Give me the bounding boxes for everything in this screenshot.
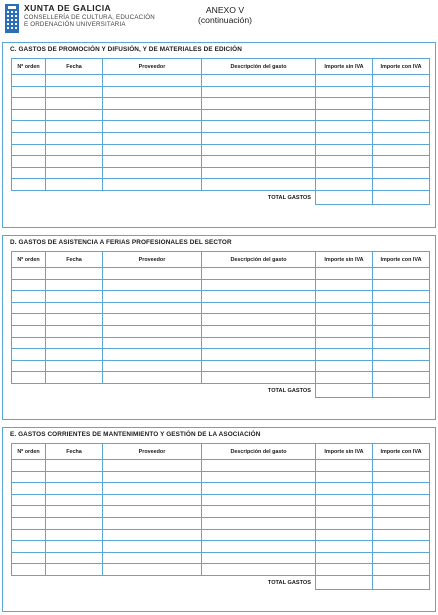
cell-order[interactable] <box>12 360 46 372</box>
cell-date[interactable] <box>46 552 103 564</box>
cell-amount-without-vat[interactable] <box>316 552 373 564</box>
cell-amount-with-vat[interactable] <box>373 529 430 541</box>
column-header-amount-without-vat: Importe sin IVA <box>316 444 373 460</box>
table-row <box>12 279 430 291</box>
cell-description[interactable] <box>202 144 316 156</box>
cell-description[interactable] <box>202 372 316 384</box>
cell-amount-without-vat[interactable] <box>316 132 373 144</box>
cell-amount-without-vat[interactable] <box>316 144 373 156</box>
cell-provider[interactable] <box>103 360 202 372</box>
cell-provider[interactable] <box>103 471 202 483</box>
cell-amount-with-vat[interactable] <box>373 552 430 564</box>
expense-table <box>11 443 430 590</box>
table-row <box>12 564 430 576</box>
cell-amount-with-vat[interactable] <box>373 109 430 121</box>
cell-description[interactable] <box>202 167 316 179</box>
cell-amount-with-vat[interactable] <box>373 179 430 191</box>
cell-date[interactable] <box>46 302 103 314</box>
cell-amount-with-vat[interactable] <box>373 483 430 495</box>
cell-amount-with-vat[interactable] <box>373 98 430 110</box>
table-row <box>12 552 430 564</box>
total-amount-with-vat[interactable] <box>373 575 430 589</box>
cell-description[interactable] <box>202 132 316 144</box>
cell-description[interactable] <box>202 349 316 361</box>
table-row <box>12 483 430 495</box>
cell-amount-without-vat[interactable] <box>316 517 373 529</box>
total-amount-with-vat[interactable] <box>373 383 430 397</box>
cell-amount-with-vat[interactable] <box>373 121 430 133</box>
cell-provider[interactable] <box>103 337 202 349</box>
table-row <box>12 156 430 168</box>
cell-provider[interactable] <box>103 279 202 291</box>
table-row <box>12 109 430 121</box>
cell-description[interactable] <box>202 483 316 495</box>
cell-amount-with-vat[interactable] <box>373 167 430 179</box>
table-row <box>12 98 430 110</box>
cell-provider[interactable] <box>103 506 202 518</box>
cell-amount-with-vat[interactable] <box>373 144 430 156</box>
cell-amount-without-vat[interactable] <box>316 268 373 280</box>
cell-description[interactable] <box>202 291 316 303</box>
cell-provider[interactable] <box>103 325 202 337</box>
total-label: TOTAL GASTOS <box>267 387 311 394</box>
cell-description[interactable] <box>202 337 316 349</box>
cell-amount-without-vat[interactable] <box>316 541 373 553</box>
table-row <box>12 132 430 144</box>
cell-order[interactable] <box>12 483 46 495</box>
column-header-provider: Proveedor <box>103 252 202 268</box>
column-header-provider: Proveedor <box>103 444 202 460</box>
cell-amount-with-vat[interactable] <box>373 372 430 384</box>
total-amount-without-vat[interactable] <box>316 190 373 204</box>
cell-description[interactable] <box>202 86 316 98</box>
expense-table <box>11 251 430 398</box>
table-row <box>12 291 430 303</box>
table-row <box>12 144 430 156</box>
column-header-order: Nº orden <box>12 252 46 268</box>
cell-order[interactable] <box>12 314 46 326</box>
column-header-description: Descripción del gasto <box>202 252 316 268</box>
cell-date[interactable] <box>46 471 103 483</box>
cell-date[interactable] <box>46 349 103 361</box>
cell-description[interactable] <box>202 529 316 541</box>
table-row <box>12 75 430 87</box>
table-row <box>12 167 430 179</box>
cell-description[interactable] <box>202 98 316 110</box>
cell-amount-without-vat[interactable] <box>316 279 373 291</box>
cell-date[interactable] <box>46 156 103 168</box>
cell-description[interactable] <box>202 314 316 326</box>
cell-description[interactable] <box>202 564 316 576</box>
cell-description[interactable] <box>202 494 316 506</box>
annex-heading <box>190 5 260 25</box>
cell-description[interactable] <box>202 268 316 280</box>
table-row <box>12 517 430 529</box>
cell-order[interactable] <box>12 349 46 361</box>
cell-date[interactable] <box>46 75 103 87</box>
column-header-date: Fecha <box>46 59 103 75</box>
cell-date[interactable] <box>46 291 103 303</box>
cell-amount-with-vat[interactable] <box>373 517 430 529</box>
cell-amount-without-vat[interactable] <box>316 75 373 87</box>
column-header-description: Descripción del gasto <box>202 444 316 460</box>
cell-provider[interactable] <box>103 179 202 191</box>
cell-provider[interactable] <box>103 75 202 87</box>
total-label: TOTAL GASTOS <box>267 194 311 201</box>
cell-amount-without-vat[interactable] <box>316 506 373 518</box>
column-header-date: Fecha <box>46 444 103 460</box>
cell-order[interactable] <box>12 156 46 168</box>
cell-date[interactable] <box>46 460 103 472</box>
cell-date[interactable] <box>46 144 103 156</box>
cell-amount-without-vat[interactable] <box>316 302 373 314</box>
column-header-amount-with-vat: Importe con IVA <box>373 444 430 460</box>
cell-provider[interactable] <box>103 460 202 472</box>
cell-provider[interactable] <box>103 156 202 168</box>
cell-order[interactable] <box>12 132 46 144</box>
table-row <box>12 372 430 384</box>
cell-order[interactable] <box>12 564 46 576</box>
cell-provider[interactable] <box>103 302 202 314</box>
table-row <box>12 337 430 349</box>
column-header-amount-without-vat: Importe sin IVA <box>316 252 373 268</box>
cell-provider[interactable] <box>103 144 202 156</box>
table-header-row <box>12 444 430 460</box>
cell-order[interactable] <box>12 517 46 529</box>
table-row <box>12 86 430 98</box>
cell-provider[interactable] <box>103 372 202 384</box>
cell-order[interactable] <box>12 268 46 280</box>
cell-amount-without-vat[interactable] <box>316 98 373 110</box>
cell-amount-with-vat[interactable] <box>373 291 430 303</box>
page-header <box>0 0 438 42</box>
cell-date[interactable] <box>46 541 103 553</box>
cell-amount-without-vat[interactable] <box>316 121 373 133</box>
total-amount-without-vat[interactable] <box>316 383 373 397</box>
cell-order[interactable] <box>12 552 46 564</box>
cell-amount-with-vat[interactable] <box>373 325 430 337</box>
table-header-row <box>12 252 430 268</box>
cell-provider[interactable] <box>103 483 202 495</box>
cell-order[interactable] <box>12 506 46 518</box>
cell-provider[interactable] <box>103 529 202 541</box>
cell-description[interactable] <box>202 75 316 87</box>
cell-amount-without-vat[interactable] <box>316 349 373 361</box>
cell-order[interactable] <box>12 494 46 506</box>
cell-amount-without-vat[interactable] <box>316 337 373 349</box>
cell-amount-with-vat[interactable] <box>373 494 430 506</box>
cell-amount-without-vat[interactable] <box>316 360 373 372</box>
cell-order[interactable] <box>12 109 46 121</box>
cell-order[interactable] <box>12 529 46 541</box>
table-row <box>12 268 430 280</box>
cell-description[interactable] <box>202 121 316 133</box>
cell-amount-without-vat[interactable] <box>316 325 373 337</box>
cell-description[interactable] <box>202 109 316 121</box>
xunta-coat-of-arms-icon <box>5 4 19 33</box>
cell-date[interactable] <box>46 132 103 144</box>
cell-amount-with-vat[interactable] <box>373 541 430 553</box>
cell-provider[interactable] <box>103 98 202 110</box>
cell-amount-without-vat[interactable] <box>316 179 373 191</box>
cell-order[interactable] <box>12 337 46 349</box>
cell-amount-without-vat[interactable] <box>316 372 373 384</box>
cell-date[interactable] <box>46 109 103 121</box>
cell-description[interactable] <box>202 179 316 191</box>
cell-date[interactable] <box>46 179 103 191</box>
cell-description[interactable] <box>202 471 316 483</box>
cell-description[interactable] <box>202 325 316 337</box>
cell-amount-with-vat[interactable] <box>373 314 430 326</box>
total-row <box>12 575 430 589</box>
cell-provider[interactable] <box>103 564 202 576</box>
cell-date[interactable] <box>46 314 103 326</box>
cell-amount-without-vat[interactable] <box>316 483 373 495</box>
cell-amount-with-vat[interactable] <box>373 349 430 361</box>
column-header-order: Nº orden <box>12 444 46 460</box>
cell-date[interactable] <box>46 268 103 280</box>
cell-amount-without-vat[interactable] <box>316 314 373 326</box>
column-header-amount-with-vat: Importe con IVA <box>373 252 430 268</box>
cell-date[interactable] <box>46 325 103 337</box>
annex-subtitle: (continuación) <box>198 15 252 25</box>
cell-order[interactable] <box>12 86 46 98</box>
cell-provider[interactable] <box>103 494 202 506</box>
cell-provider[interactable] <box>103 349 202 361</box>
table-row <box>12 302 430 314</box>
section-c <box>2 42 436 228</box>
cell-date[interactable] <box>46 564 103 576</box>
cell-date[interactable] <box>46 279 103 291</box>
cell-order[interactable] <box>12 372 46 384</box>
cell-amount-without-vat[interactable] <box>316 471 373 483</box>
cell-order[interactable] <box>12 279 46 291</box>
table-row <box>12 506 430 518</box>
table-row <box>12 494 430 506</box>
department-line-1: CONSELLERÍA DE CULTURA, EDUCACIÓN <box>24 13 155 21</box>
column-header-amount-without-vat: Importe sin IVA <box>316 59 373 75</box>
cell-order[interactable] <box>12 541 46 553</box>
cell-amount-without-vat[interactable] <box>316 86 373 98</box>
table-header-row <box>12 59 430 75</box>
cell-amount-with-vat[interactable] <box>373 86 430 98</box>
table-row <box>12 349 430 361</box>
cell-amount-with-vat[interactable] <box>373 156 430 168</box>
column-header-description: Descripción del gasto <box>202 59 316 75</box>
section-e <box>2 427 436 612</box>
cell-amount-with-vat[interactable] <box>373 564 430 576</box>
cell-description[interactable] <box>202 460 316 472</box>
section-d <box>2 235 436 420</box>
cell-amount-without-vat[interactable] <box>316 291 373 303</box>
cell-description[interactable] <box>202 302 316 314</box>
cell-date[interactable] <box>46 167 103 179</box>
total-label: TOTAL GASTOS <box>267 579 311 586</box>
column-header-provider: Proveedor <box>103 59 202 75</box>
cell-amount-with-vat[interactable] <box>373 302 430 314</box>
cell-provider[interactable] <box>103 541 202 553</box>
cell-description[interactable] <box>202 552 316 564</box>
table-row <box>12 325 430 337</box>
cell-amount-without-vat[interactable] <box>316 494 373 506</box>
annex-title: ANEXO V <box>205 5 245 15</box>
cell-date[interactable] <box>46 506 103 518</box>
cell-date[interactable] <box>46 360 103 372</box>
cell-order[interactable] <box>12 144 46 156</box>
cell-description[interactable] <box>202 279 316 291</box>
cell-amount-with-vat[interactable] <box>373 337 430 349</box>
cell-amount-with-vat[interactable] <box>373 506 430 518</box>
cell-provider[interactable] <box>103 314 202 326</box>
column-header-date: Fecha <box>46 252 103 268</box>
cell-date[interactable] <box>46 517 103 529</box>
cell-date[interactable] <box>46 98 103 110</box>
cell-provider[interactable] <box>103 517 202 529</box>
department-line-2: E ORDENACIÓN UNIVERSITARIA <box>24 20 126 28</box>
column-header-amount-with-vat: Importe con IVA <box>373 59 430 75</box>
table-row <box>12 541 430 553</box>
cell-date[interactable] <box>46 483 103 495</box>
cell-amount-with-vat[interactable] <box>373 268 430 280</box>
section-title: D. GASTOS DE ASISTENCIA A FERIAS PROFESIONALES DEL SECTOR <box>10 239 232 246</box>
cell-provider[interactable] <box>103 132 202 144</box>
total-amount-with-vat[interactable] <box>373 190 430 204</box>
cell-date[interactable] <box>46 86 103 98</box>
organization-block <box>24 4 155 28</box>
cell-provider[interactable] <box>103 167 202 179</box>
cell-description[interactable] <box>202 517 316 529</box>
column-header-order: Nº orden <box>12 59 46 75</box>
cell-date[interactable] <box>46 121 103 133</box>
cell-description[interactable] <box>202 541 316 553</box>
cell-amount-with-vat[interactable] <box>373 360 430 372</box>
table-row <box>12 314 430 326</box>
cell-date[interactable] <box>46 529 103 541</box>
cell-order[interactable] <box>12 167 46 179</box>
cell-amount-without-vat[interactable] <box>316 460 373 472</box>
cell-amount-without-vat[interactable] <box>316 109 373 121</box>
table-row <box>12 121 430 133</box>
expense-table <box>11 58 430 205</box>
cell-provider[interactable] <box>103 268 202 280</box>
section-title: C. GASTOS DE PROMOCIÓN Y DIFUSIÓN, Y DE MATERIALES DE EDICIÓN <box>10 46 242 53</box>
total-row <box>12 190 430 204</box>
cell-order[interactable] <box>12 75 46 87</box>
cell-amount-with-vat[interactable] <box>373 460 430 472</box>
section-title: E. GASTOS CORRIENTES DE MANTENIMIENTO Y GESTIÓN DE LA ASOCIACIÓN <box>10 431 261 438</box>
cell-amount-with-vat[interactable] <box>373 75 430 87</box>
organization-name: XUNTA DE GALICIA <box>24 3 112 13</box>
cell-order[interactable] <box>12 471 46 483</box>
cell-amount-without-vat[interactable] <box>316 167 373 179</box>
cell-provider[interactable] <box>103 291 202 303</box>
cell-order[interactable] <box>12 98 46 110</box>
cell-amount-without-vat[interactable] <box>316 156 373 168</box>
cell-date[interactable] <box>46 372 103 384</box>
table-row <box>12 529 430 541</box>
table-row <box>12 179 430 191</box>
cell-order[interactable] <box>12 460 46 472</box>
cell-order[interactable] <box>12 302 46 314</box>
cell-amount-without-vat[interactable] <box>316 564 373 576</box>
total-amount-without-vat[interactable] <box>316 575 373 589</box>
cell-amount-with-vat[interactable] <box>373 132 430 144</box>
cell-amount-with-vat[interactable] <box>373 471 430 483</box>
cell-description[interactable] <box>202 156 316 168</box>
cell-description[interactable] <box>202 506 316 518</box>
table-row <box>12 360 430 372</box>
cell-order[interactable] <box>12 179 46 191</box>
cell-provider[interactable] <box>103 552 202 564</box>
cell-order[interactable] <box>12 121 46 133</box>
table-row <box>12 471 430 483</box>
cell-provider[interactable] <box>103 86 202 98</box>
cell-date[interactable] <box>46 337 103 349</box>
cell-order[interactable] <box>12 325 46 337</box>
cell-date[interactable] <box>46 494 103 506</box>
table-row <box>12 460 430 472</box>
cell-amount-without-vat[interactable] <box>316 529 373 541</box>
cell-provider[interactable] <box>103 121 202 133</box>
cell-order[interactable] <box>12 291 46 303</box>
cell-amount-with-vat[interactable] <box>373 279 430 291</box>
total-row <box>12 383 430 397</box>
cell-provider[interactable] <box>103 109 202 121</box>
cell-description[interactable] <box>202 360 316 372</box>
